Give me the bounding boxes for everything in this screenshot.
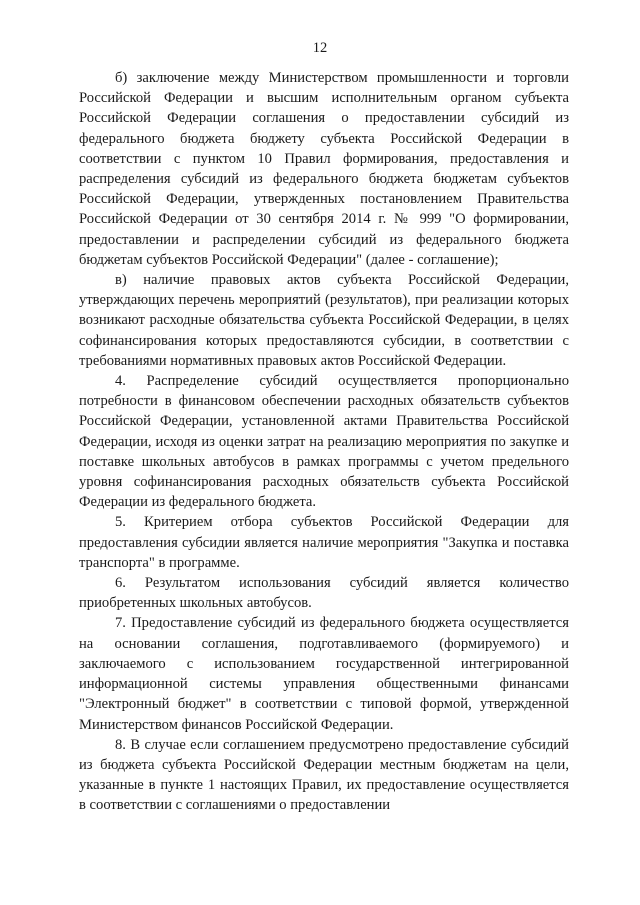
paragraph-subitem-b: б) заключение между Министерством промышленности и торговли Российской Федерации и высшим исполнительным органом субъекта Российской Федерации соглашения о предоставлении субсидий из федерального бюджета бюджету субъекта Российской Федерации в соответствии с пунктом 10 Правил формирования, предоставления и распределения субсидий из федерального бюджета бюджетам субъектов Российской Федерации, утвержденных постановлением Правительства Российской Федерации от 30 сентября 2014 г. № 999 "О формировании, предоставлении и распределении субсидий из федерального бюджета бюджетам субъектов Российской Федерации" (далее - соглашение); [79,70,569,268]
paragraph-item-6: 6. Результатом использования субсидий является количество приобретенных школьных автобусов. [79,575,569,612]
paragraph-item-5: 5. Критерием отбора субъектов Российской Федерации для предоставления субсидии является наличие мероприятия "Закупка и поставка транспорта" в программе. [79,514,569,571]
document-body [79,68,569,816]
page-number: 12 [312,40,328,56]
paragraph-item-7: 7. Предоставление субсидий из федерального бюджета осуществляется на основании соглашения, подготавливаемого (формируемого) и заключаемого с использованием государственной интегрированной информационной системы управления общественными финансами "Электронный бюджет" в соответствии с типовой формой, утвержденной Министерством финансов Российской Федерации. [79,615,569,733]
paragraph-item-8: 8. В случае если соглашением предусмотрено предоставление субсидий из бюджета субъекта Российской Федерации местным бюджетам на цели, указанные в пункте 1 настоящих Правил, их предоставление осуществляется в соответствии с соглашениями о предоставлении [79,736,569,814]
paragraph-item-4: 4. Распределение субсидий осуществляется пропорционально потребности в финансовом обеспечении расходных обязательств субъектов Российской Федерации, установленной актами Правительства Российской Федерации, исходя из оценки затрат на реализацию мероприятия по закупке и поставке школьных автобусов в рамках программы с учетом предельного уровня софинансирования расходных обязательств субъекта Российской Федерации из федерального бюджета. [79,373,569,511]
paragraph-subitem-v: в) наличие правовых актов субъекта Российской Федерации, утверждающих перечень мероприятий (результатов), при реализации которых возникают расходные обязательства субъекта Российской Федерации, в целях софинансирования которых предоставляются субсидии, в соответствии с требованиями нормативных правовых актов Российской Федерации. [79,272,569,369]
